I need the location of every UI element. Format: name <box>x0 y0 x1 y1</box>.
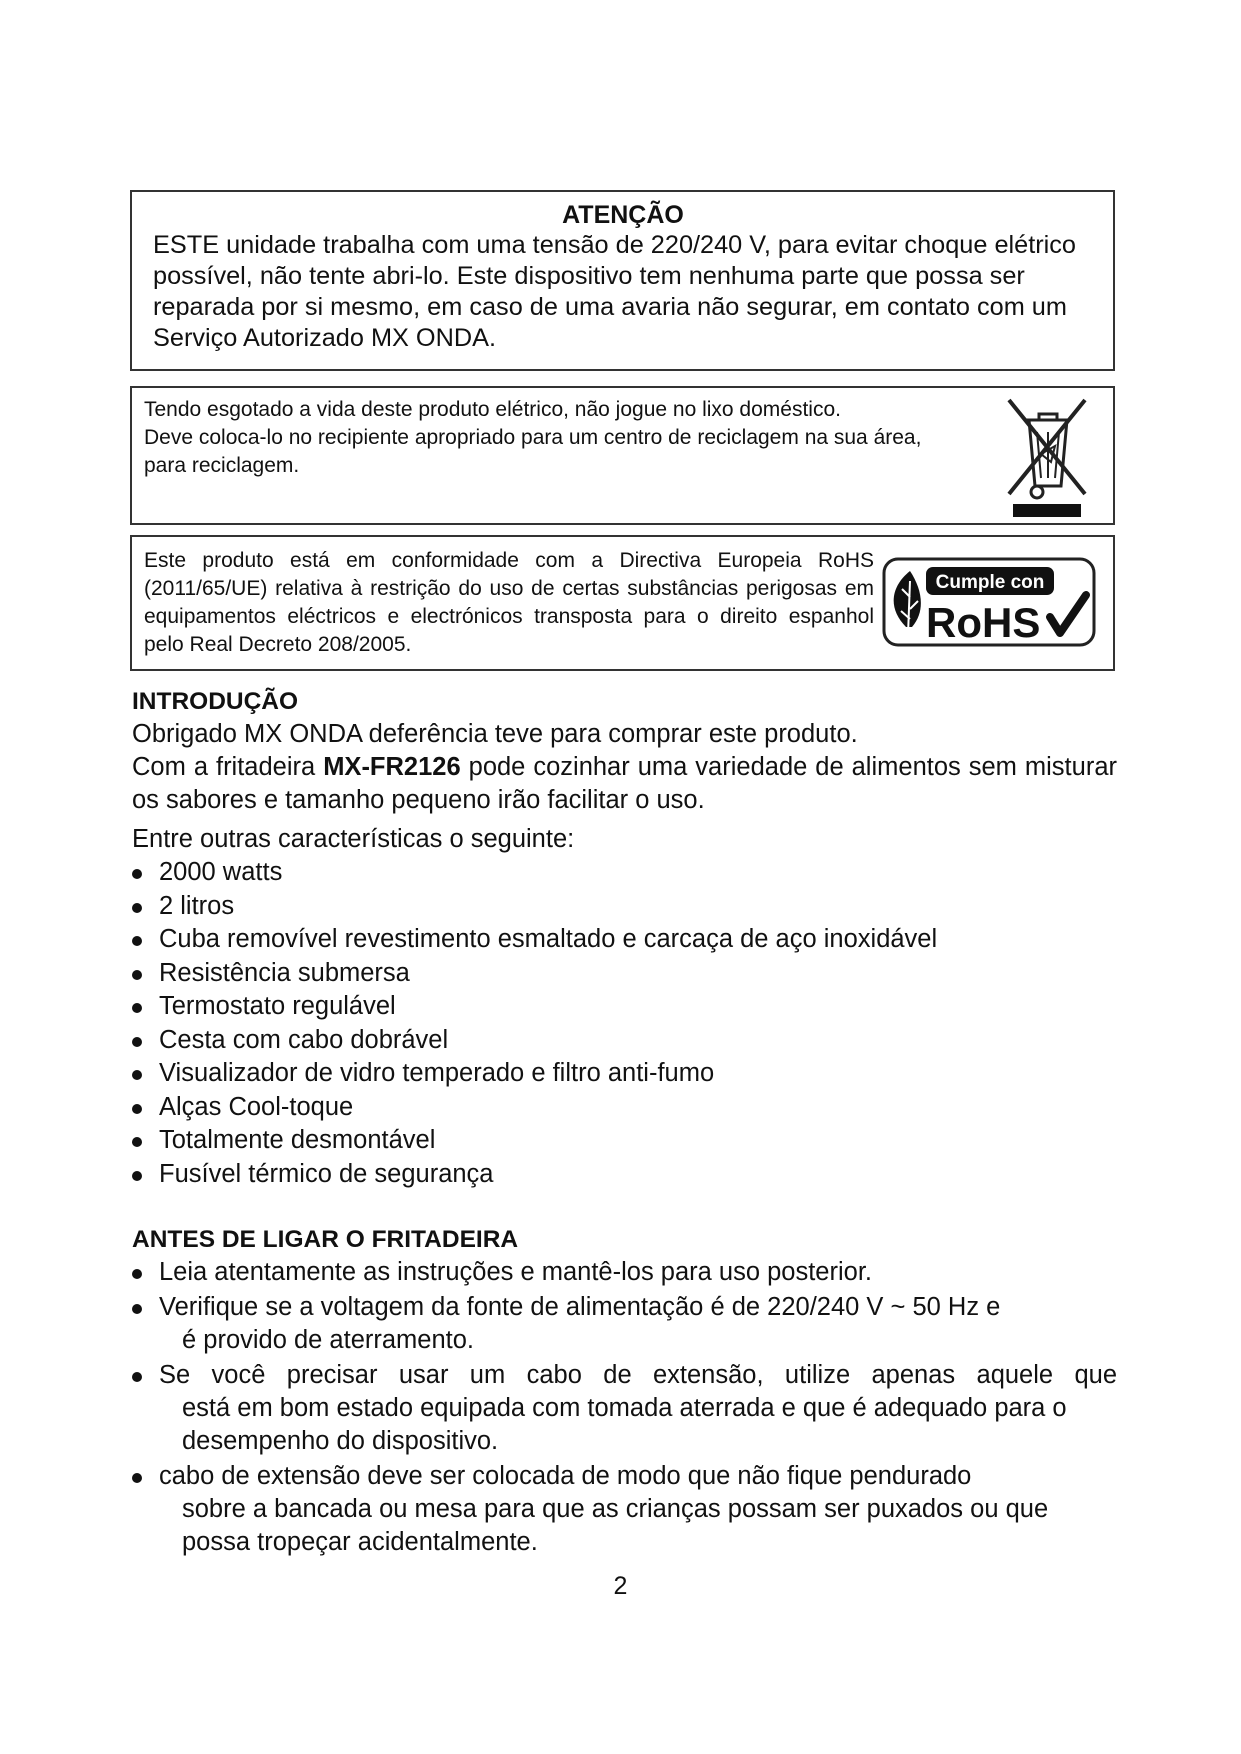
item-text-continued: é provido de aterramento. <box>182 1326 475 1354</box>
attention-box <box>130 190 1115 371</box>
item-text: Leia atentamente as instruções e mantê-los para uso posterior. <box>159 1258 872 1286</box>
feature-text: Visualizador de vidro temperado e filtro anti-fumo <box>159 1059 715 1087</box>
feature-text: Termostato regulável <box>159 992 396 1020</box>
bullet-icon <box>132 1104 142 1114</box>
item-text-continued: está em bom estado equipada com tomada aterrada e que é adequado para o desempenho do dispositivo. <box>182 1394 1067 1455</box>
feature-text: Fusível térmico de segurança <box>159 1159 494 1188</box>
weee-text <box>144 396 969 480</box>
feature-text: Totalmente desmontável <box>159 1126 436 1154</box>
bullet-icon <box>132 903 142 913</box>
intro-text-before-model: Com a fritadeira <box>132 753 324 781</box>
list-item <box>132 990 1117 1024</box>
rohs-logo-main: RoHS <box>926 599 1041 646</box>
bullet-icon <box>132 936 142 946</box>
weee-line-2: Deve coloca-lo no recipiente apropriado para um centro de reciclagem na sua área, para reciclagem. <box>144 426 922 477</box>
list-item <box>132 923 1117 957</box>
page-number: 2 <box>613 1572 628 1600</box>
bullet-icon <box>132 970 142 980</box>
bullet-icon <box>132 1003 142 1013</box>
before-use-heading: ANTES DE LIGAR O FRITADEIRA <box>132 1226 519 1253</box>
feature-text: Alças Cool-toque <box>159 1092 354 1121</box>
list-item <box>132 1091 1117 1125</box>
list-item <box>132 1460 1117 1559</box>
item-text-continued: sobre a bancada ou mesa para que as crianças possam ser puxados ou que possa tropeçar acidentalmente. <box>182 1495 1049 1556</box>
feature-text: Cesta com cabo dobrável <box>159 1025 449 1054</box>
bullet-icon <box>132 1037 142 1047</box>
rohs-logo <box>882 557 1097 649</box>
intro-thanks: Obrigado MX ONDA deferência teve para comprar este produto. <box>132 720 858 748</box>
list-item <box>132 1057 1117 1091</box>
bullet-icon <box>132 1171 142 1181</box>
intro-section <box>132 686 1117 1191</box>
bullet-icon <box>132 1473 142 1483</box>
bullet-icon <box>132 869 142 879</box>
before-use-section <box>132 1224 1117 1561</box>
item-text: cabo de extensão deve ser colocada de modo que não fique pendurado <box>159 1462 972 1490</box>
before-use-list <box>132 1256 1117 1559</box>
rohs-text: Este produto está em conformidade com a Directiva Europeia RoHS (2011/65/UE) relativa à restrição do uso de certas substâncias perigosas em equipamentos eléctricos e electrónicos transposta para o direito espanhol pelo Real Decreto 208/2005. <box>144 549 874 656</box>
list-item <box>132 1359 1117 1458</box>
item-text: Se você precisar usar um cabo de extensão, utilize apenas aquele que <box>159 1361 1117 1389</box>
feature-text: Resistência submersa <box>159 958 410 987</box>
crossed-out-bin-icon <box>999 394 1095 518</box>
list-item <box>132 1256 1117 1289</box>
weee-line-1: Tendo esgotado a vida deste produto elétrico, não jogue no lixo doméstico. <box>144 398 841 421</box>
bullet-icon <box>132 1070 142 1080</box>
intro-description <box>132 751 1117 817</box>
list-item <box>132 890 1117 924</box>
attention-body: ESTE unidade trabalha com uma tensão de 220/240 V, para evitar choque elétrico possível, não tente abri-lo. Este dispositivo tem nenhuma parte que possa ser reparada por si mesmo, em caso de uma avaria não segurar, em contato com um Serviço Autorizado MX ONDA. <box>153 231 1077 352</box>
list-item <box>132 856 1117 890</box>
model-name: MX-FR2126 <box>323 753 461 781</box>
item-text: Verifique se a voltagem da fonte de alimentação é de 220/240 V ~ 50 Hz e <box>159 1293 1001 1321</box>
list-item <box>132 1291 1117 1357</box>
features-list <box>132 856 1117 1191</box>
bullet-icon <box>132 1137 142 1147</box>
list-item <box>132 1024 1117 1058</box>
feature-text: Cuba removível revestimento esmaltado e carcaça de aço inoxidável <box>159 925 938 953</box>
intro-heading: INTRODUÇÃO <box>132 688 299 715</box>
list-item <box>132 957 1117 991</box>
list-item <box>132 1124 1117 1158</box>
weee-notice-box <box>130 386 1115 525</box>
bullet-icon <box>132 1372 142 1382</box>
rohs-logo-top: Cumple con <box>935 572 1045 593</box>
intro-text-after-model: pode cozinhar uma variedade de alimentos sem misturar os sabores e tamanho pequeno irão facilitar o uso. <box>132 753 1117 814</box>
feature-text: 2 litros <box>159 891 235 920</box>
bullet-icon <box>132 1304 142 1314</box>
list-item <box>132 1158 1117 1192</box>
features-intro: Entre outras características o seguinte: <box>132 825 575 853</box>
feature-text: 2000 watts <box>159 858 283 886</box>
rohs-compliance-box <box>130 535 1115 671</box>
bullet-icon <box>132 1269 142 1279</box>
attention-title: ATENÇÃO <box>562 201 684 229</box>
